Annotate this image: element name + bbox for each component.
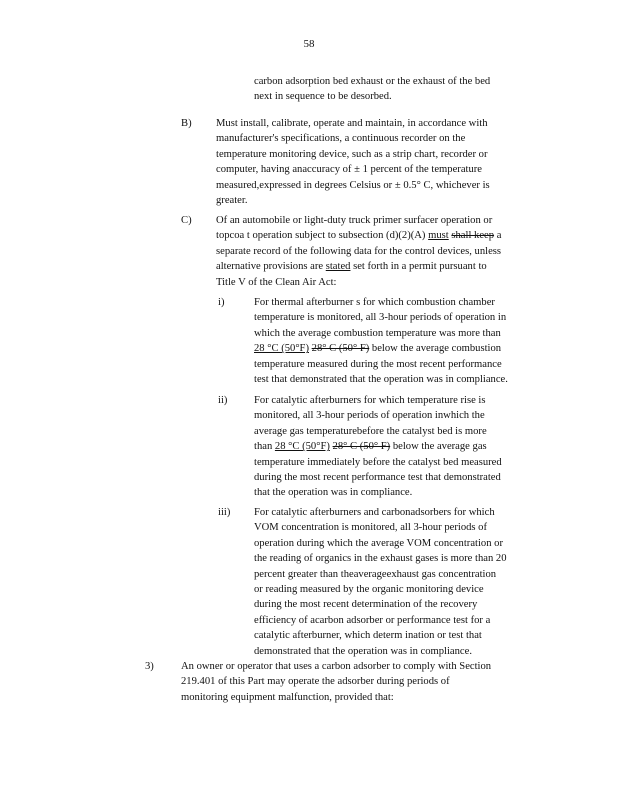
item-i-text: below the average combustion [371,343,502,355]
section-b-line: temperature monitoring device, such as a strip chart, recorder or [216,148,488,160]
section-c-text: a [496,230,502,242]
item-ii-line: temperature immediately before the catalyst bed measured [254,456,502,468]
item-ii-text: below the average gas [392,441,487,453]
section-3-line: 219.401 of this Part may operate the adsorber during periods of [181,676,450,688]
item-i-paragraph [254,295,542,387]
section-b-label: B) [181,118,192,129]
inserted-text: 28 °C (50°F) [254,343,309,355]
deleted-text: 28° C (50° F) [311,343,370,355]
section-b-line: computer, having anaccuracy of ± 1 percent of the temperature [216,164,482,176]
section-c-paragraph [216,213,536,290]
section-3-paragraph [181,659,535,705]
item-ii-text: than [254,441,273,453]
section-b-line: greater. [216,195,248,207]
item-ii-paragraph [254,393,524,501]
item-ii-line: average gas temperaturebefore the catalyst bed is more [254,425,487,437]
item-i-line: For thermal afterburner s for which combustion chamber [254,297,495,308]
section-c-text: alternative provisions are [216,261,324,273]
item-ii-line: that the operation was in compliance. [254,487,413,499]
section-b-line: manufacturer's specifications, a continuous recorder on the [216,133,466,145]
section-3-label: 3) [145,661,154,672]
section-3-line: monitoring equipment malfunction, provided that: [181,691,394,703]
item-iii-line: VOM concentration is monitored, all 3-hour periods of [254,522,488,534]
item-iii-line: during the most recent determination of the recovery [254,599,478,611]
inserted-text: 28 °C (50°F) [274,441,330,453]
section-c-line [216,228,536,243]
item-iii-line: the reading of organics in the exhaust gases is more than 20 [254,553,507,565]
item-iii-line: efficiency of acarbon adsorber or performance test for a [254,614,491,626]
section-c-line [216,259,536,274]
page-number: 58 [303,38,315,50]
item-iii-line: or reading measured by the organic monitoring device [254,584,484,596]
item-iii-line: catalytic afterburner, which determ ination or test that [254,630,482,642]
intro-line: next in sequence to be desorbed. [254,91,392,103]
intro-paragraph [254,74,520,105]
section-c-label: C) [181,215,192,226]
item-ii-line: For catalytic afterburners for which temperature rise is [254,395,486,406]
section-c-text: topcoa t operation subject to subsection (d)(2)(A) [216,230,426,242]
item-iii-line: percent greater than theaverageexhaust gas concentration [254,568,497,580]
item-ii-line: monitored, all 3-hour periods of operation inwhich the [254,410,485,422]
item-i-line: which the average combustion temperature was more than [254,327,501,339]
deleted-text: shall keep [451,230,495,242]
item-i-line: temperature measured during the most recent performance [254,358,502,370]
section-c-text: set forth in a permit pursuant to [353,261,487,273]
item-iii-line: operation during which the average VOM concentration or [254,537,503,549]
section-3-line: An owner or operator that uses a carbon adsorber to comply with Section [181,661,492,672]
item-ii-line: during the most recent performance test that demonstrated [254,472,501,484]
inserted-text: must [428,230,449,242]
item-iii-line: For catalytic afterburners and carbonadsorbers for which [254,507,495,518]
item-i-line: test that demonstrated that the operation was in compliance. [254,374,508,386]
section-c-line: separate record of the following data for the control devices, unless [216,245,502,257]
item-i-line: temperature is monitored, all 3-hour periods of operation in [254,312,507,324]
item-i-line [254,341,542,356]
section-c-line: Title V of the Clean Air Act: [216,276,337,288]
item-i-label: i) [218,297,225,308]
item-iii-line: demonstrated that the operation was in compliance. [254,645,472,657]
section-b-paragraph [216,116,530,208]
section-b-line: Must install, calibrate, operate and maintain, in accordance with [216,118,488,129]
item-ii-line [254,439,524,454]
section-b-line: measured,expressed in degrees Celsius or ± 0.5° C, whichever is [216,179,490,191]
item-ii-label: ii) [218,395,228,406]
deleted-text: 28° C (50° F) [332,441,391,453]
intro-line: carbon adsorption bed exhaust or the exhaust of the bed [254,76,491,87]
item-iii-paragraph [254,505,542,659]
inserted-text: stated [325,261,351,273]
section-c-line: Of an automobile or light-duty truck primer surfacer operation or [216,215,493,226]
item-iii-label: iii) [218,507,231,518]
